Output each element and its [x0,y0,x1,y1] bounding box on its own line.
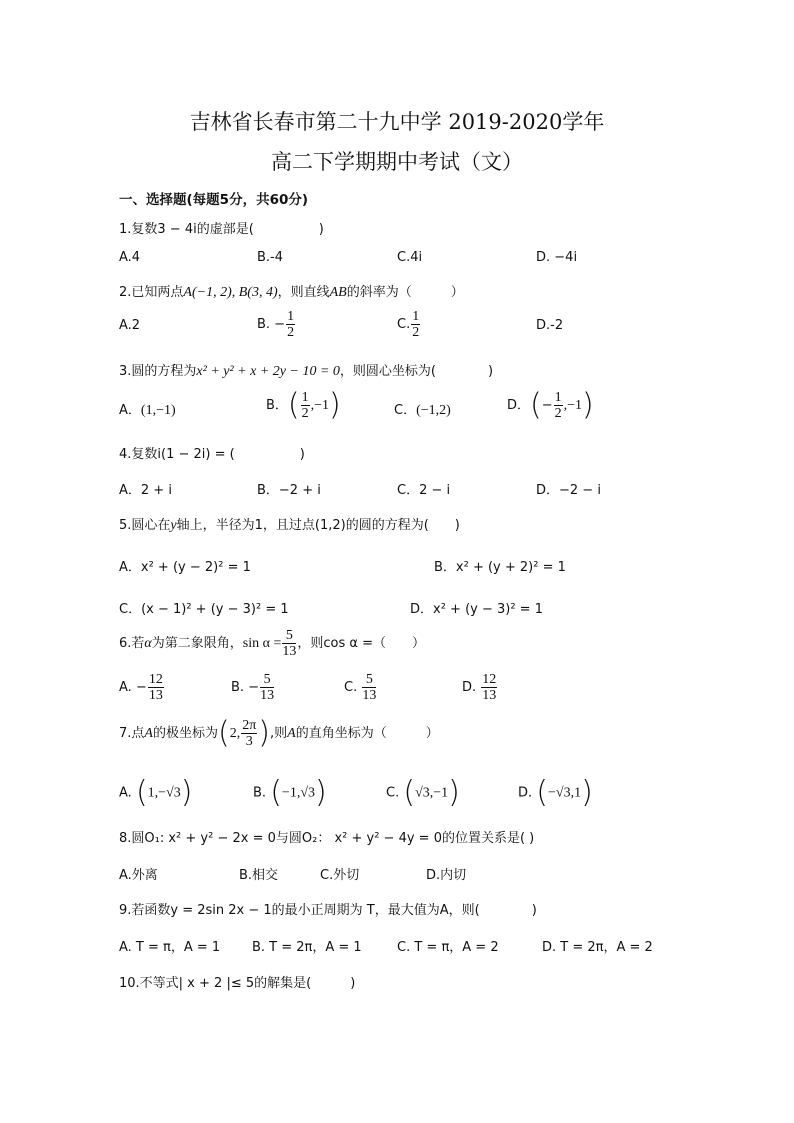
q7-option-c: C. (√3,−1) [386,775,460,810]
question-1: 1.复数3 − 4i的虚部是( ) [119,222,324,237]
q7-option-a: A. (1,−√3) [119,775,193,810]
question-4: 4.复数i(1 − 2i) = ( ) [119,447,305,462]
q3-equation: x² + y² + x + 2y − 10 = 0 [196,364,340,379]
question-9: 9.若函数y = 2sin 2x − 1的最小正周期为 T，最大值为A，则( ) [119,903,537,918]
q6-option-c: C. $\frac{5}{13}$ [344,672,377,703]
q9-option-d: D. T = 2π，A = 2 [542,940,653,955]
question-10: 10.不等式| x + 2 |≤ 5的解集是( ) [119,976,356,991]
q1-option-d: D. −4i [536,250,578,265]
q2-option-d: D.-2 [536,318,564,333]
q5-option-d: D．x² + (y − 3)² = 1 [410,602,543,617]
q6-option-a: A. − $\frac{12}{13}$ [119,672,163,703]
q9-option-b: B. T = 2π，A = 1 [252,940,362,955]
q5-option-b: B．x² + (y + 2)² = 1 [434,560,566,575]
q1-option-a: A.4 [119,250,141,265]
question-2: 2.已知两点A(−1, 2), B(3, 4)，则直线AB的斜率为（ ） [119,285,464,300]
q7-option-d: D. (−√3,1) [518,775,593,810]
question-8: 8.圆O₁: x² + y² − 2x = 0与圆O₂： x² + y² − 4y = 0的位置关系是( ) [119,831,535,846]
question-5: 5.圆心在y轴上，半径为1，且过点(1,2)的圆的方程为( ) [119,518,460,533]
q9-option-a: A. T = π，A = 1 [119,940,221,955]
q9-option-c: C. T = π，A = 2 [397,940,499,955]
q3-option-d: D．(− $\frac{1}{2}$ ,−1) [507,387,594,423]
q5-option-c: C．(x − 1)² + (y − 3)² = 1 [119,602,289,617]
section-heading: 一、选择题(每题5分，共60分) [119,192,309,208]
question-7: 7.点A的极坐标为(2, $\frac{2\pi}{3}$ ),则A的直角坐标为（ ） [119,715,439,751]
q7-option-b: B. (−1,√3) [253,775,327,810]
q2-option-a: A.2 [119,318,141,333]
q6-option-b: B. − $\frac{5}{13}$ [231,672,275,703]
question-3: 3.圆的方程为x² + y² + x + 2y − 10 = 0，则圆心坐标为( ) [119,364,494,379]
q1-option-c: C.4i [397,250,423,265]
q4-option-a: A．2 + i [119,483,172,498]
q4-option-d: D．−2 − i [536,483,601,498]
q3-option-b: B．( $\frac{1}{2}$ ,−1) [266,387,341,423]
q2-option-c: C. $\frac{1}{2}$ [397,309,420,340]
q8-option-b: B.相交 [239,868,279,883]
q8-option-d: D.内切 [426,868,467,883]
exam-title: 吉林省长春市第二十九中学 2019-2020学年 [189,110,605,134]
q8-option-a: A.外离 [119,868,158,883]
q5-option-a: A．x² + (y − 2)² = 1 [119,560,251,575]
q4-option-b: B．−2 + i [257,483,321,498]
q3-option-a: A．(1,−1) [119,403,176,418]
q6-option-d: D. $\frac{12}{13}$ [462,672,497,703]
q4-option-c: C．2 − i [397,483,451,498]
q2-points: A(−1, 2), B(3, 4) [183,285,278,300]
q8-option-c: C.外切 [320,868,360,883]
question-6: 6.若α为第二象限角，sin α = $\frac{5}{13}$ ，则cos α =（ ） [119,628,425,659]
exam-subtitle: 高二下学期期中考试（文） [271,150,523,174]
q2-option-b: B. − $\frac{1}{2}$ [257,309,295,340]
q1-option-b: B.-4 [257,250,284,265]
q3-option-c: C．(−1,2) [394,403,451,418]
